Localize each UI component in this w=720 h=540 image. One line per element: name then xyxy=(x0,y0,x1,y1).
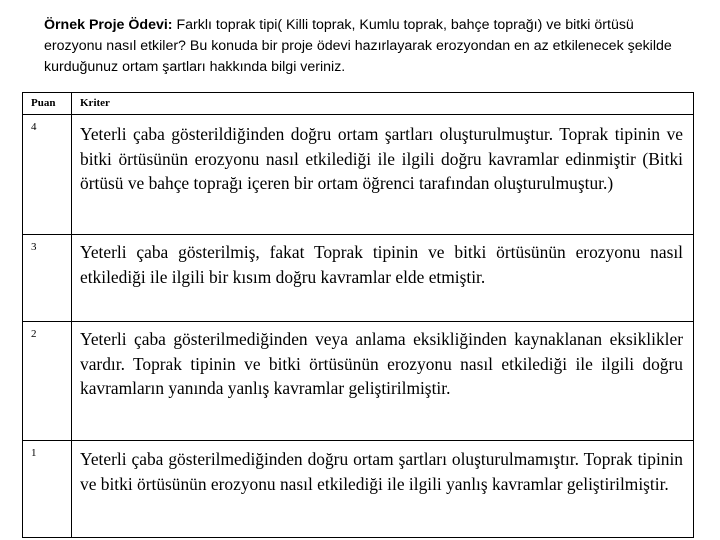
assignment-description: Farklı toprak tipi( Killi toprak, Kumlu toprak, bahçe toprağı) ve bitki örtüsü erozyonu nasıl etkiler? Bu konuda bir proje ödevi hazırlayarak erozyondan en az etkilenecek şekilde kurduğunuz ortam şartları hakkında bilgi veriniz. xyxy=(44,17,672,75)
table-row xyxy=(23,441,694,538)
row-score: 3 xyxy=(23,235,72,322)
header-criteria: Kriter xyxy=(72,93,694,115)
table-row xyxy=(23,322,694,441)
row-criteria: Yeterli çaba gösterilmiş, fakat Toprak tipinin ve bitki örtüsünün erozyonu nasıl etkilediği ile ilgili bir kısım doğru kavramlar elde etmiştir. xyxy=(72,235,694,322)
row-score: 2 xyxy=(23,322,72,441)
row-score: 1 xyxy=(23,441,72,538)
rubric-table xyxy=(22,92,694,538)
table-header-row xyxy=(23,93,694,115)
table-row xyxy=(23,115,694,235)
row-criteria: Yeterli çaba gösterildiğinden doğru ortam şartları oluşturulmuştur. Toprak tipinin ve bitki örtüsünün erozyonu nasıl etkilediği ile ilgili doğru kavramlar edinmiştir (Bitki örtüsü ve bahçe toprağı içeren bir ortam öğrenci tarafından oluşturulmuştur.) xyxy=(72,115,694,235)
row-criteria: Yeterli çaba gösterilmediğinden veya anlama eksikliğinden kaynaklanan eksiklikler vardır. Toprak tipinin ve bitki örtüsünün erozyonu nasıl etkilediği ile ilgili doğru kavramların yanında yanlış kavramlar geliştirilmiştir. xyxy=(72,322,694,441)
assignment-title: Örnek Proje Ödevi: xyxy=(44,17,173,33)
table-row xyxy=(23,235,694,322)
row-score: 4 xyxy=(23,115,72,235)
assignment-prompt xyxy=(44,15,684,78)
header-score: Puan xyxy=(23,93,72,115)
row-criteria: Yeterli çaba gösterilmediğinden doğru ortam şartları oluşturulmamıştır. Toprak tipinin ve bitki örtüsünün erozyonu nasıl etkilediği ile ilgili yanlış kavramlar geliştirilmiştir. xyxy=(72,441,694,538)
